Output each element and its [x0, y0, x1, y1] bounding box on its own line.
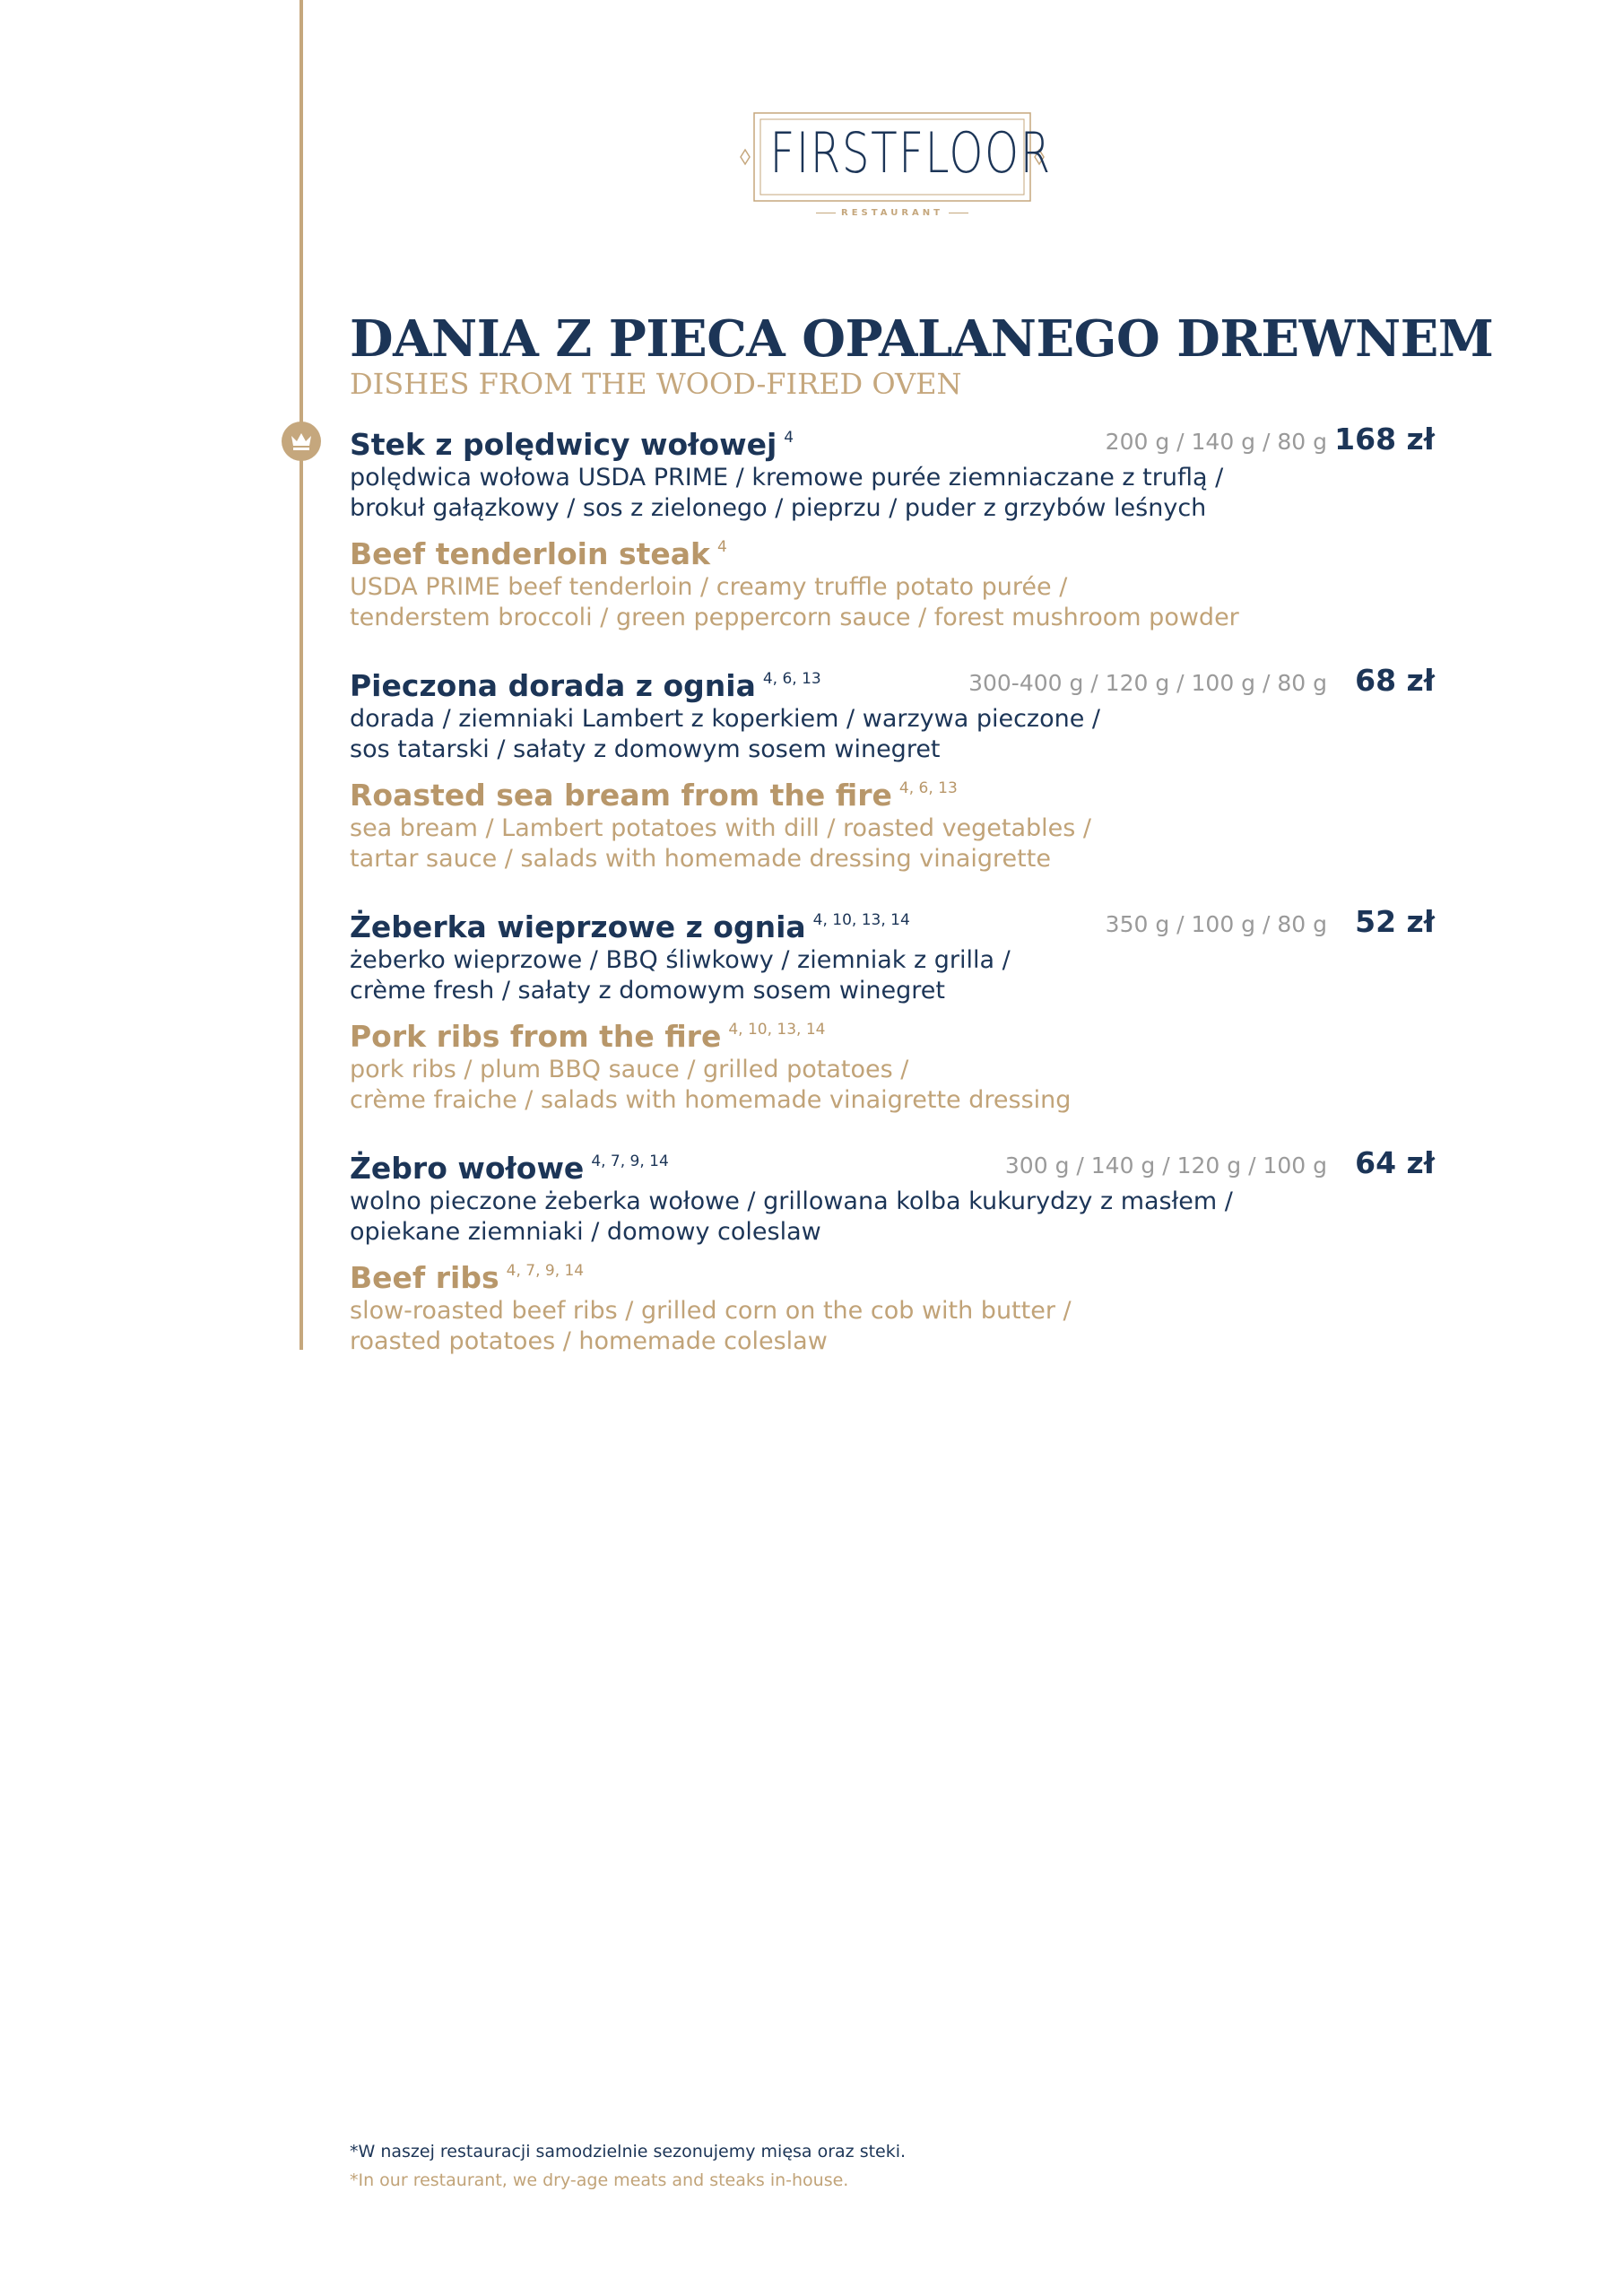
- crown-icon: [282, 422, 321, 461]
- dish-description: polędwica wołowa USDA PRIME / kremowe purée ziemniaczane z truflą /: [350, 464, 1224, 491]
- allergen-codes: 4: [784, 429, 794, 447]
- dish-name-english: Beef ribs $^{4, 7, 9, 14}$: [350, 1260, 585, 1295]
- dish-price: 68 zł: [1355, 663, 1435, 698]
- dish-name: Pieczona dorada z ognia $^{4, 6, 13}$: [350, 668, 821, 703]
- dish-description-english: crème fraiche / salads with homemade vinaigrette dressing: [350, 1086, 1072, 1114]
- dish-description-english: sea bream / Lambert potatoes with dill / roasted vegetables /: [350, 814, 1092, 842]
- footnote-english: *In our restaurant, we dry-age meats and steaks in-house.: [350, 2170, 849, 2190]
- dish-name: Żebro wołowe $^{4, 7, 9, 14}$: [350, 1151, 669, 1186]
- dish-description-english: roasted potatoes / homemade coleslaw: [350, 1327, 828, 1355]
- section-title: DANIA Z PIECA OPALANEGO DREWNEM: [350, 309, 1494, 369]
- dish-description-english: pork ribs / plum BBQ sauce / grilled potatoes /: [350, 1056, 909, 1083]
- logo-name: FIRSTFLOOR: [769, 120, 1052, 186]
- allergen-codes: 4: [716, 538, 727, 556]
- dish-description: opiekane ziemniaki / domowy coleslaw: [350, 1218, 821, 1246]
- dish-weight: 350 g / 100 g / 80 g: [1105, 911, 1327, 937]
- dish-price: 64 zł: [1355, 1145, 1435, 1180]
- dish-name-english: Roasted sea bream from the fire $^{4, 6, 13}$: [350, 778, 958, 813]
- logo-subtitle: RESTAURANT: [735, 208, 1049, 218]
- dish-name: Żeberka wieprzowe z ognia $^{4, 10, 13, 14}$: [350, 909, 910, 944]
- dish-description-english: slow-roasted beef ribs / grilled corn on the cob with butter /: [350, 1297, 1072, 1325]
- section-subtitle: DISHES FROM THE WOOD-FIRED OVEN: [350, 367, 962, 401]
- menu-item: [350, 420, 1435, 633]
- dish-description: sos tatarski / sałaty z domowym sosem winegret: [350, 735, 941, 763]
- allergen-codes: 4, 6, 13: [898, 779, 958, 797]
- menu-item: [350, 902, 1435, 1116]
- allergen-codes: 4, 10, 13, 14: [812, 911, 910, 929]
- dish-description: dorada / ziemniaki Lambert z koperkiem / warzywa pieczone /: [350, 705, 1101, 733]
- allergen-codes: 4, 6, 13: [762, 670, 821, 688]
- dish-weight: 300-400 g / 120 g / 100 g / 80 g: [968, 670, 1327, 696]
- allergen-codes: 4, 10, 13, 14: [728, 1021, 826, 1039]
- dish-name: Stek z polędwicy wołowej $^4$: [350, 427, 794, 462]
- dish-name-english: Pork ribs from the fire $^{4, 10, 13, 14}$: [350, 1019, 826, 1054]
- dish-description-english: tartar sauce / salads with homemade dressing vinaigrette: [350, 845, 1051, 873]
- restaurant-logo: [735, 109, 1052, 230]
- menu-item: [350, 661, 1435, 874]
- dish-description: wolno pieczone żeberka wołowe / grillowana kolba kukurydzy z masłem /: [350, 1187, 1233, 1215]
- dish-name-english: Beef tenderloin steak $^4$: [350, 536, 727, 571]
- dish-weight: 300 g / 140 g / 120 g / 100 g: [1004, 1152, 1327, 1178]
- dish-description: brokuł gałązkowy / sos z zielonego / pieprzu / puder z grzybów leśnych: [350, 494, 1207, 522]
- dish-description: żeberko wieprzowe / BBQ śliwkowy / ziemniak z grilla /: [350, 946, 1011, 974]
- dish-price: 168 zł: [1334, 422, 1435, 457]
- dish-description-english: USDA PRIME beef tenderloin / creamy truffle potato purée /: [350, 573, 1068, 601]
- menu-item: [350, 1144, 1435, 1357]
- decorative-vertical-line: [299, 0, 303, 1350]
- allergen-codes: 4, 7, 9, 14: [591, 1152, 669, 1170]
- dish-weight: 200 g / 140 g / 80 g: [1105, 429, 1327, 455]
- footnote-polish: *W naszej restauracji samodzielnie sezonujemy mięsa oraz steki.: [350, 2142, 907, 2161]
- dish-description-english: tenderstem broccoli / green peppercorn sauce / forest mushroom powder: [350, 604, 1239, 631]
- dish-description: crème fresh / sałaty z domowym sosem winegret: [350, 977, 945, 1004]
- allergen-codes: 4, 7, 9, 14: [506, 1262, 585, 1280]
- dish-price: 52 zł: [1355, 904, 1435, 939]
